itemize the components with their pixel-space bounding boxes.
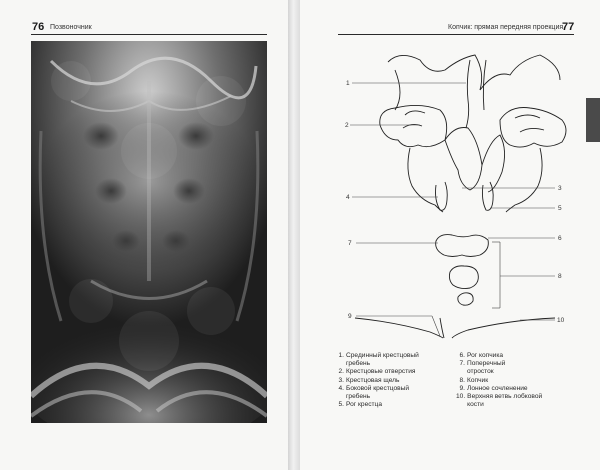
legend-item: 4. Боковой крестцовый гребень [338, 384, 410, 401]
legend-item: 6. Рог копчика [459, 352, 504, 359]
legend-item: 8. Копчик [459, 376, 489, 384]
left-page-number: 76 [32, 21, 45, 33]
legend-right-column [456, 352, 576, 409]
diagram-label-1: 1 [346, 80, 350, 87]
anatomy-outline [355, 55, 566, 338]
diagram-label-5: 5 [558, 205, 562, 212]
diagram-label-4: 4 [346, 194, 350, 201]
legend-left-column [335, 352, 455, 409]
diagram-label-7: 7 [348, 240, 352, 247]
diagram-label-8: 8 [558, 273, 562, 280]
coccyx-line-diagram [300, 0, 600, 345]
legend-item: 7. Поперечный отросток [459, 360, 506, 376]
left-section-title: Позвоночник [50, 24, 92, 31]
coccyx-xray-image [31, 41, 267, 423]
right-page-number: 77 [562, 21, 575, 33]
diagram-label-10: 10 [557, 317, 565, 324]
legend-item: 5. Рог крестца [338, 401, 382, 409]
right-section-title: Копчик: прямая передняя проекция [448, 24, 564, 31]
diagram-label-9: 9 [348, 313, 352, 320]
legend-item: 1. Срединный крестцовый гребень [338, 352, 419, 368]
leader-lines [350, 83, 555, 336]
legend-item: 3. Крестцовая щель [338, 376, 400, 384]
legend-item: 2. Крестцовые отверстия [338, 368, 416, 376]
diagram-label-3: 3 [558, 185, 562, 192]
legend-item: 9. Лонное сочленение [459, 384, 528, 392]
book-gutter [288, 0, 300, 470]
left-header-rule [31, 34, 267, 35]
diagram-label-6: 6 [558, 235, 562, 242]
left-page [0, 0, 288, 470]
legend-item: 10. Верхняя ветвь лобковой кости [456, 393, 543, 409]
diagram-label-2: 2 [345, 122, 349, 129]
